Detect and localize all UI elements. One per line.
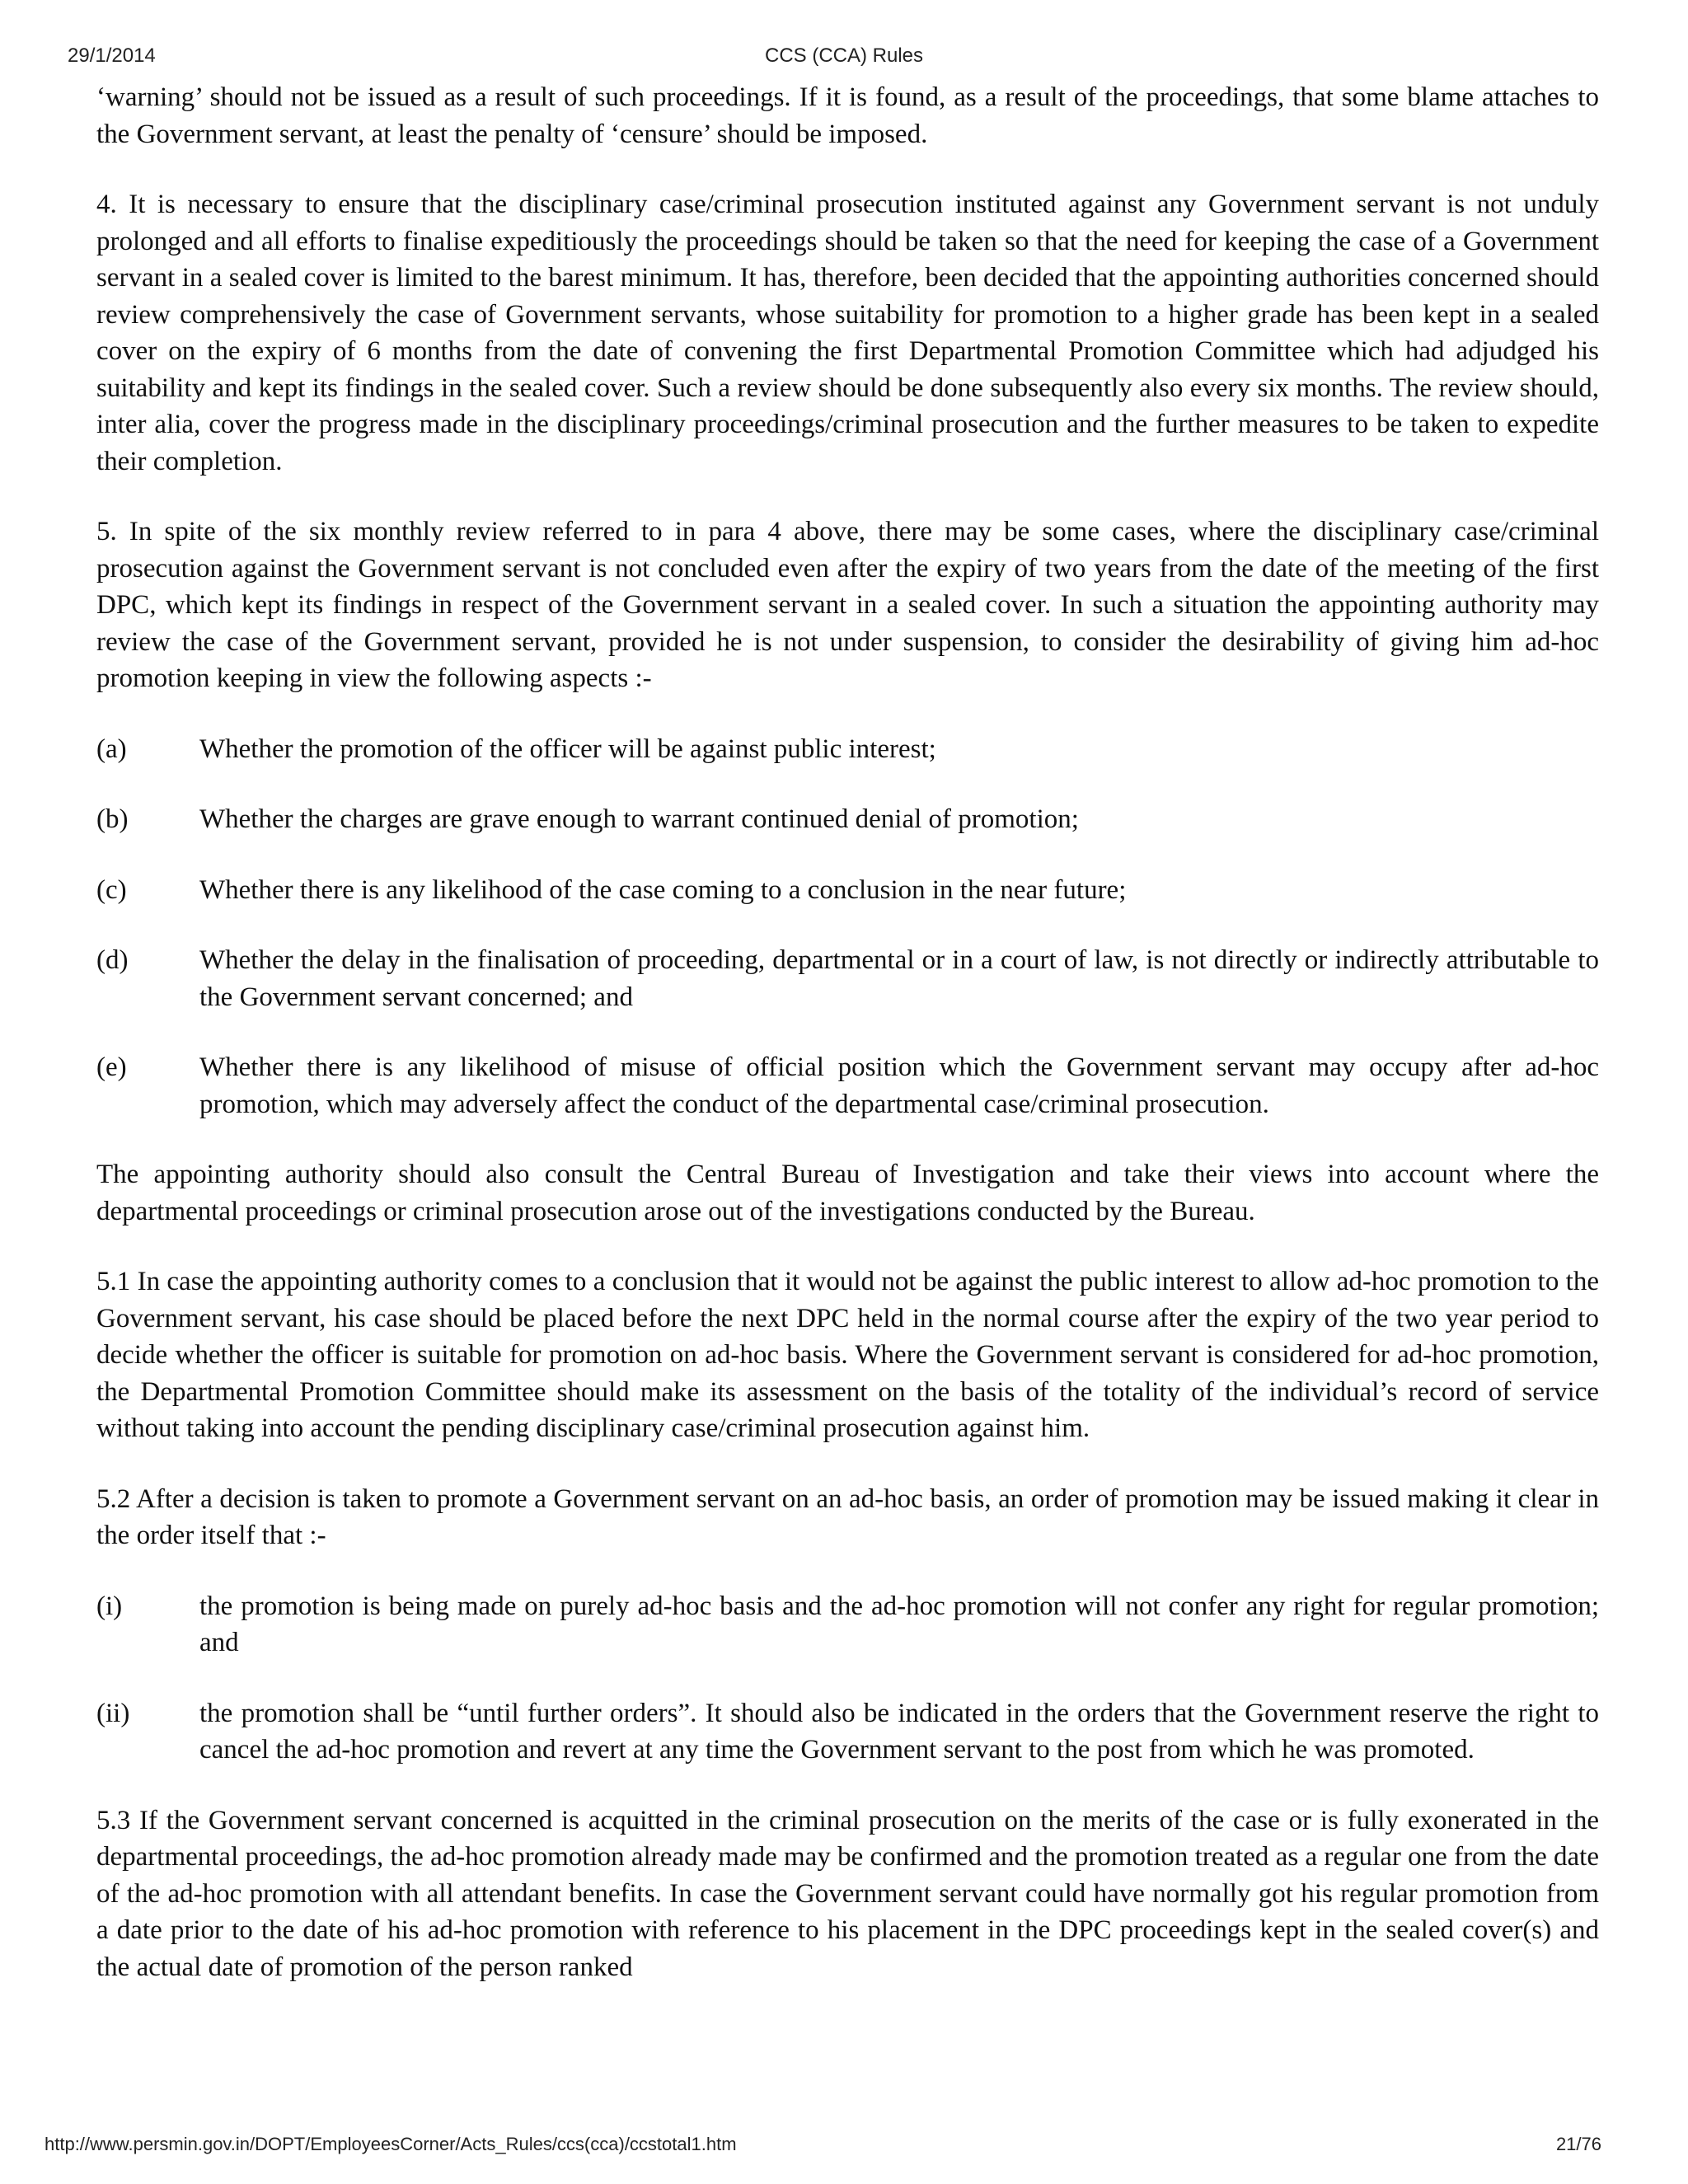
list-item-label: (ii) xyxy=(96,1698,130,1728)
list-item-label: (d) xyxy=(96,945,129,975)
paragraph-5-1: 5.1 In case the appointing authority comes to a conclusion that it would not be against the public interest to allow ad-hoc promotion to the Government servant, his case should be placed before the next DPC held in the normal course after the expiry of the two year period to decide whether the officer is suitable for promotion on ad-hoc basis. Where the Government servant is considered for ad-hoc promotion, the Departmental Promotion Committee should make its assessment on the basis of the totality of the individual’s record of service without taking into account the pending disciplinary case/criminal prosecution against him. xyxy=(96,1267,1599,1443)
paragraph-continuation: ‘warning’ should not be issued as a result of such proceedings. If it is found, as a result of the proceedings, that some blame attaches to the Government servant, at least the penalty of ‘censure’ should be imposed. xyxy=(96,82,1599,149)
list-item-label: (b) xyxy=(96,804,129,834)
paragraph-4: 4. It is necessary to ensure that the disciplinary case/criminal prosecution instituted against any Government servant is not unduly prolonged and all efforts to finalise expeditiously the proceedings should be taken so that the need for keeping the case of a Government servant in a sealed cover is limited to the barest minimum. It has, therefore, been decided that the appointing authorities concerned should review comprehensively the case of Government servants, whose suitability for promotion to a higher grade has been kept in a sealed cover on the expiry of 6 months from the date of convening the first Departmental Promotion Committee which had adjudged his suitability and kept its findings in the sealed cover. Such a review should be done subsequently also every six months. The review should, inter alia, cover the progress made in the disciplinary proceedings/criminal prosecution and the further measures to be taken to expedite their completion. xyxy=(96,190,1599,476)
list-item-label: (c) xyxy=(96,874,127,905)
list-item xyxy=(96,872,1599,909)
list-item-text: Whether there is any likelihood of the case coming to a conclusion in the near future; xyxy=(199,874,1127,905)
list-item xyxy=(96,1049,1599,1122)
list-item-label: (i) xyxy=(96,1591,123,1621)
list-item xyxy=(96,1588,1599,1661)
footer-url: http://www.persmin.gov.in/DOPT/EmployeesCorner/Acts_Rules/ccs(cca)/ccstotal1.htm xyxy=(45,2134,737,2154)
list-item xyxy=(96,942,1599,1015)
paragraph-5-3: 5.3 If the Government servant concerned is acquitted in the criminal prosecution on the merits of the case or is fully exonerated in the departmental proceedings, the ad-hoc promotion already made may be confirmed and the promotion treated as a regular one from the date of the ad-hoc promotion with all attendant benefits. In case the Government servant could have normally got his regular promotion from a date prior to the date of his ad-hoc promotion with reference to his placement in the DPC proceedings kept in the sealed cover(s) and the actual date of promotion of the person ranked xyxy=(96,1805,1599,1982)
list-item-label: (e) xyxy=(96,1052,127,1082)
page-title: CCS (CCA) Rules xyxy=(764,45,924,67)
list-item-text: Whether the promotion of the officer will be against public interest; xyxy=(199,733,936,764)
list-item-label: (a) xyxy=(96,733,127,764)
paragraph-5-2: 5.2 After a decision is taken to promote a Government servant on an ad-hoc basis, an order of promotion may be issued making it clear in the order itself that :- xyxy=(96,1483,1599,1550)
list-item xyxy=(96,801,1599,838)
list-item-text: Whether the charges are grave enough to warrant continued denial of promotion; xyxy=(199,804,1079,834)
list-item xyxy=(96,1695,1599,1769)
list-item-text: Whether there is any likelihood of misuse of official position which the Government servant may occupy after ad-hoc promotion, which may adversely affect the conduct of the departmental case/criminal prosecution. xyxy=(199,1052,1599,1119)
print-date: 29/1/2014 xyxy=(68,45,156,67)
list-item-text: Whether the delay in the finalisation of proceeding, departmental or in a court of law, is not directly or indirectly attributable to the Government servant concerned; and xyxy=(199,945,1599,1012)
list-item-text: the promotion shall be “until further orders”. It should also be indicated in the orders that the Government reserve the right to cancel the ad-hoc promotion and revert at any time the Government servant to the post from which he was promoted. xyxy=(199,1698,1599,1765)
list-item-text: the promotion is being made on purely ad-hoc basis and the ad-hoc promotion will not confer any right for regular promotion; and xyxy=(199,1591,1599,1657)
list-item xyxy=(96,731,1599,768)
paragraph-cbi: The appointing authority should also consult the Central Bureau of Investigation and take their views into account where the departmental proceedings or criminal prosecution arose out of the investigations conducted by the Bureau. xyxy=(96,1160,1599,1226)
page-number: 21/76 xyxy=(1555,2134,1601,2154)
paragraph-5: 5. In spite of the six monthly review referred to in para 4 above, there may be some cases, where the disciplinary case/criminal prosecution against the Government servant is not concluded even after the expiry of two years from the date of the meeting of the first DPC, which kept its findings in respect of the Government servant in a sealed cover. In such a situation the appointing authority may review the case of the Government servant, provided he is not under suspension, to consider the desirability of giving him ad-hoc promotion keeping in view the following aspects :- xyxy=(96,517,1599,693)
document-body xyxy=(96,79,1599,1985)
